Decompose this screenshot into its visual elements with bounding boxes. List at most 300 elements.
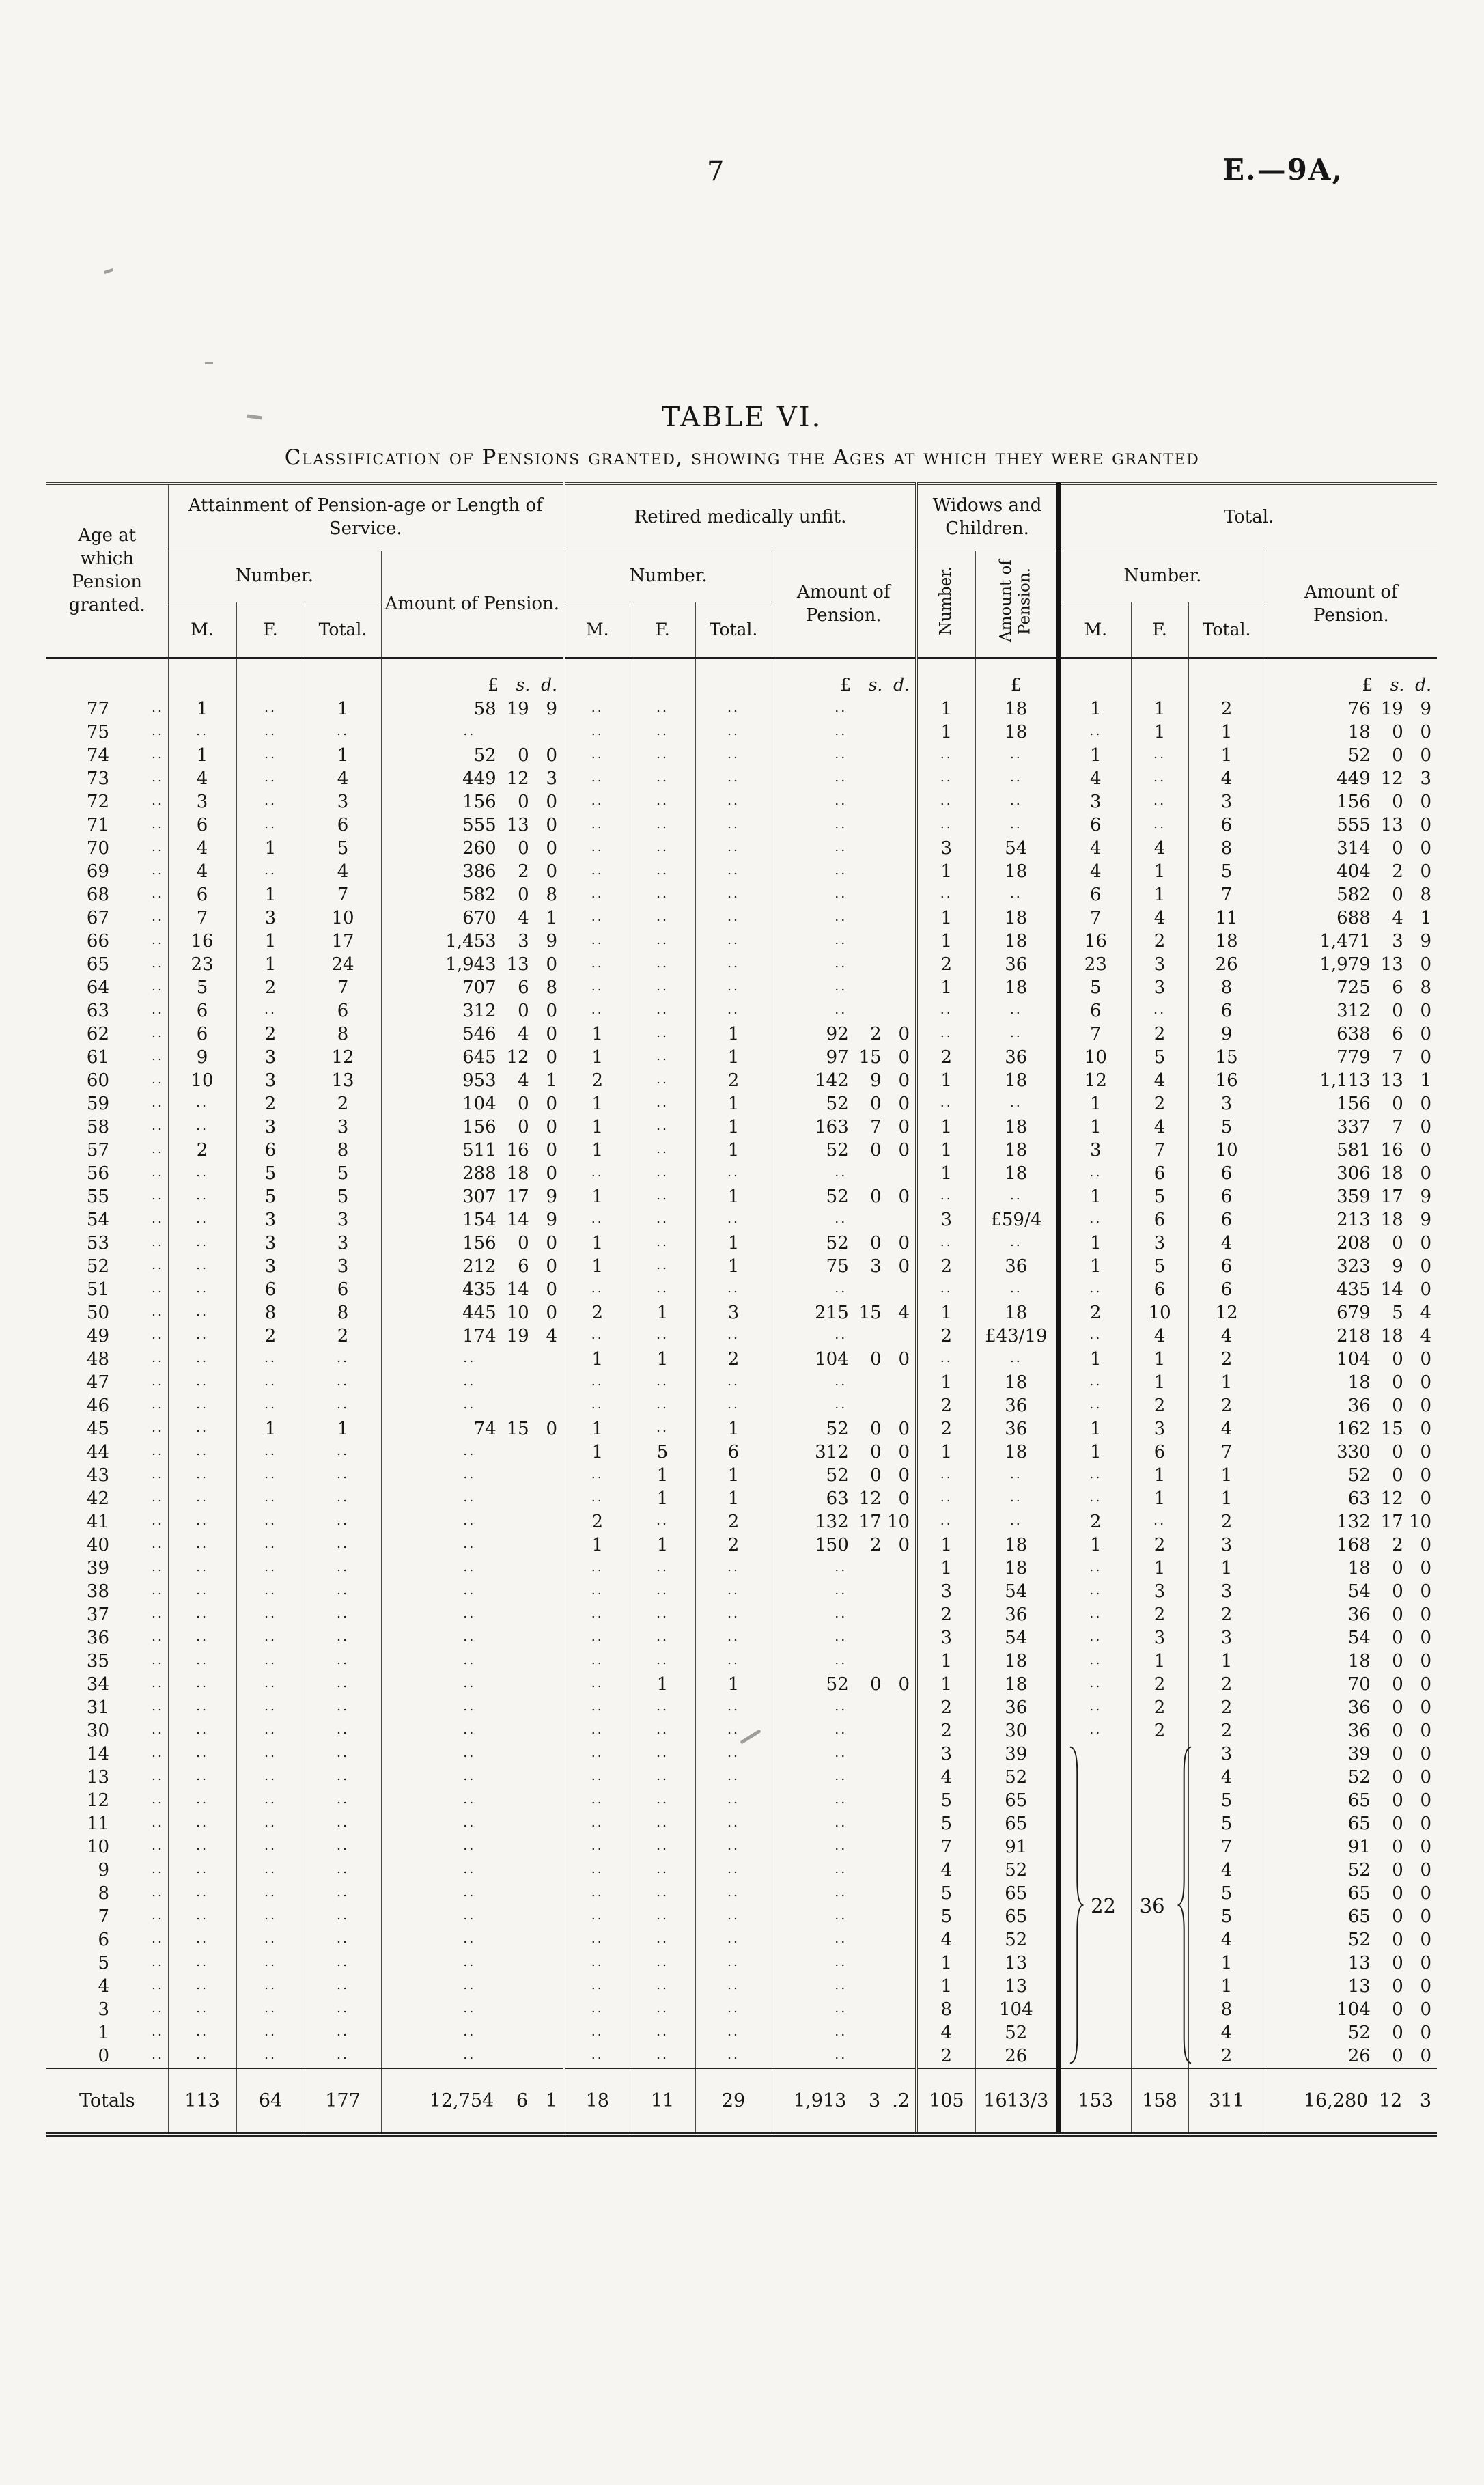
cell-unfit-total: 1 [695, 1139, 772, 1162]
cell-attain-amount: .. [381, 1766, 564, 1789]
cell-attain-f: .. [236, 1626, 305, 1650]
cell-attain-amount: 260 0 0 [381, 837, 564, 860]
cell-unfit-f: .. [630, 999, 695, 1023]
cell-attain-f: 2 [236, 1023, 305, 1046]
cell-attain-amount: 104 0 0 [381, 1092, 564, 1115]
cell-age: 50 .. [86, 1303, 165, 1323]
cell-unfit-total: .. [695, 790, 772, 814]
cell-unfit-f: 1 [630, 1487, 695, 1510]
cell-total-amount: 208 0 0 [1265, 1232, 1437, 1255]
cell-total-f: 2 [1131, 1023, 1188, 1046]
cell-wc-amount: 52 [975, 2021, 1059, 2044]
header-total-total: Total. [1188, 602, 1265, 658]
cell-total-m: .. [1059, 1208, 1131, 1232]
cell-attain-amount: 1,453 3 9 [381, 930, 564, 953]
cell-total-amount: 1,113 13 1 [1265, 1069, 1437, 1092]
cell-total-f: 2 [1131, 1673, 1188, 1696]
cell-wc-amount: 18 [975, 906, 1059, 930]
cell-attain-amount: .. [381, 1882, 564, 1905]
cell-unfit-f: .. [630, 1278, 695, 1301]
table-row [46, 2044, 1437, 2068]
cell-unfit-m: .. [564, 860, 630, 883]
cell-attain-f: .. [236, 1812, 305, 1835]
cell-wc-amount: .. [975, 1232, 1059, 1255]
cell-wc-number: 1 [916, 1301, 975, 1324]
cell-attain-m: .. [168, 1998, 236, 2021]
cell-attain-total: 1 [305, 697, 381, 721]
table-row [46, 1139, 1437, 1162]
cell-age: 70 .. [86, 838, 165, 859]
cell-unfit-total: .. [695, 1789, 772, 1812]
cell-wc-amount: 52 [975, 1766, 1059, 1789]
cell-wc-amount: 13 [975, 1952, 1059, 1975]
cell-attain-amount: .. [381, 1998, 564, 2021]
cell-attain-total: .. [305, 1487, 381, 1510]
cell-attain-amount: .. [381, 1533, 564, 1557]
cell-attain-m: .. [168, 1557, 236, 1580]
cell-unfit-f: .. [630, 1650, 695, 1673]
cell-attain-total: 5 [305, 837, 381, 860]
cell-unfit-amount: .. [772, 1998, 916, 2021]
cell-unfit-f: 1 [630, 1301, 695, 1324]
cell-unfit-amount: .. [772, 814, 916, 837]
cell-attain-f: .. [236, 1743, 305, 1766]
cell-attain-total: 13 [305, 1069, 381, 1092]
cell-blank [168, 658, 236, 698]
cell-blank [916, 658, 975, 698]
cell-attain-m: .. [168, 1464, 236, 1487]
totals-unfit-f: 11 [630, 2068, 695, 2135]
cell-unfit-f: .. [630, 721, 695, 744]
cell-unfit-m: .. [564, 2044, 630, 2068]
cell-unfit-f: 1 [630, 1348, 695, 1371]
cell-total-amount: 54 0 0 [1265, 1580, 1437, 1603]
cell-attain-total: .. [305, 1975, 381, 1998]
currency-unfit-amount: £ s. d. [772, 658, 916, 698]
cell-unfit-m: .. [564, 1580, 630, 1603]
cell-age: 58 .. [86, 1117, 165, 1137]
cell-total-total: 3 [1188, 1626, 1265, 1650]
cell-unfit-amount: .. [772, 1603, 916, 1626]
cell-total-f: .. [1131, 790, 1188, 814]
cell-attain-f: .. [236, 1441, 305, 1464]
table-row [46, 953, 1437, 976]
cell-unfit-f: .. [630, 906, 695, 930]
cell-total-m [1059, 1743, 1131, 1917]
cell-wc-amount: 26 [975, 2044, 1059, 2068]
cell-total-f: 6 [1131, 1162, 1188, 1185]
cell-unfit-f: 1 [630, 1533, 695, 1557]
table-row [46, 744, 1437, 767]
cell-age: 61 .. [86, 1047, 165, 1068]
cell-wc-amount: 13 [975, 1975, 1059, 1998]
cell-unfit-m: .. [564, 1650, 630, 1673]
cell-attain-m: .. [168, 1255, 236, 1278]
cell-attain-amount: .. [381, 1859, 564, 1882]
cell-unfit-total: .. [695, 1394, 772, 1417]
cell-attain-m: .. [168, 1719, 236, 1743]
header-total-number: Number. [1059, 551, 1265, 602]
cell-unfit-m: .. [564, 976, 630, 999]
cell-attain-m: .. [168, 1789, 236, 1812]
cell-wc-number: .. [916, 1092, 975, 1115]
cell-unfit-f: .. [630, 1510, 695, 1533]
cell-unfit-total: .. [695, 814, 772, 837]
cell-unfit-f: .. [630, 1812, 695, 1835]
cell-attain-f: 5 [236, 1162, 305, 1185]
cell-unfit-amount: 52 0 0 [772, 1232, 916, 1255]
cell-attain-amount: .. [381, 721, 564, 744]
cell-total-total: 1 [1188, 1975, 1265, 1998]
cell-wc-amount: 52 [975, 1859, 1059, 1882]
cell-age: 49 .. [86, 1326, 165, 1346]
cell-unfit-m: .. [564, 1882, 630, 1905]
cell-age: 74 .. [86, 745, 165, 766]
cell-unfit-m: .. [564, 1696, 630, 1719]
cell-attain-f: .. [236, 999, 305, 1023]
cell-unfit-amount: .. [772, 1696, 916, 1719]
cell-attain-f: 3 [236, 1069, 305, 1092]
cell-wc-number: .. [916, 744, 975, 767]
cell-unfit-f: .. [630, 1371, 695, 1394]
cell-age: 72 .. [86, 792, 165, 812]
cell-total-amount: 638 6 0 [1265, 1023, 1437, 1046]
cell-wc-number: .. [916, 1278, 975, 1301]
cell-attain-total: .. [305, 1603, 381, 1626]
cell-total-f: 1 [1131, 883, 1188, 906]
cell-wc-amount: 65 [975, 1882, 1059, 1905]
cell-unfit-amount: 312 0 0 [772, 1441, 916, 1464]
cell-attain-amount: .. [381, 2021, 564, 2044]
table-row [46, 930, 1437, 953]
cell-total-total: 3 [1188, 1743, 1265, 1766]
header-attainment-group: Attainment of Pension-age or Length of Service. [168, 484, 564, 551]
cell-attain-total: .. [305, 1812, 381, 1835]
cell-unfit-m: .. [564, 1603, 630, 1626]
header-attain-m: M. [168, 602, 236, 658]
cell-wc-number: 1 [916, 930, 975, 953]
totals-unfit-m: 18 [564, 2068, 630, 2135]
table-row [46, 1905, 1437, 1928]
cell-blank [630, 658, 695, 698]
cell-unfit-total: .. [695, 2021, 772, 2044]
cell-wc-amount: 65 [975, 1789, 1059, 1812]
cell-unfit-m: 2 [564, 1069, 630, 1092]
cell-total-f: 1 [1131, 1348, 1188, 1371]
cell-wc-number: .. [916, 767, 975, 790]
cell-attain-m: .. [168, 1115, 236, 1139]
cell-age: 37 .. [86, 1605, 165, 1625]
table-row [46, 1487, 1437, 1510]
cell-attain-amount: 546 4 0 [381, 1023, 564, 1046]
table-row [46, 1092, 1437, 1115]
table-body [46, 658, 1437, 2135]
header-unfit-amount: Amount of Pension. [772, 551, 916, 658]
cell-attain-f: .. [236, 1928, 305, 1952]
cell-attain-total: .. [305, 1533, 381, 1557]
cell-unfit-amount: 142 9 0 [772, 1069, 916, 1092]
cell-total-total: 3 [1188, 1533, 1265, 1557]
cell-wc-amount: 18 [975, 1301, 1059, 1324]
cell-attain-m: .. [168, 1185, 236, 1208]
cell-total-amount: 779 7 0 [1265, 1046, 1437, 1069]
cell-unfit-m: .. [564, 790, 630, 814]
cell-age: 65 .. [86, 954, 165, 975]
cell-unfit-total: 6 [695, 1441, 772, 1464]
cell-wc-amount: .. [975, 814, 1059, 837]
cell-attain-total: 24 [305, 953, 381, 976]
totals-attain-total: 177 [305, 2068, 381, 2135]
cell-unfit-m: .. [564, 906, 630, 930]
cell-attain-amount: 1,943 13 0 [381, 953, 564, 976]
cell-total-f [1131, 1743, 1188, 1917]
table-row [46, 1998, 1437, 2021]
cell-attain-m: .. [168, 1603, 236, 1626]
cell-attain-f: .. [236, 1835, 305, 1859]
cell-unfit-amount: .. [772, 1162, 916, 1185]
cell-total-amount: 218 18 4 [1265, 1324, 1437, 1348]
cell-unfit-amount: .. [772, 1278, 916, 1301]
cell-total-total: 2 [1188, 1673, 1265, 1696]
cell-total-f: .. [1131, 1510, 1188, 1533]
cell-age: 14 .. [86, 1744, 165, 1764]
table-row [46, 1650, 1437, 1673]
cell-unfit-amount: .. [772, 1975, 916, 1998]
cell-wc-number: 1 [916, 1441, 975, 1464]
cell-wc-number: .. [916, 1023, 975, 1046]
cell-total-total: 2 [1188, 1696, 1265, 1719]
cell-attain-total: 3 [305, 1232, 381, 1255]
header-attain-total: Total. [305, 602, 381, 658]
cell-unfit-m: .. [564, 930, 630, 953]
table-row [46, 721, 1437, 744]
cell-total-amount: 70 0 0 [1265, 1673, 1437, 1696]
cell-attain-total: .. [305, 1835, 381, 1859]
cell-attain-amount: 156 0 0 [381, 1232, 564, 1255]
cell-unfit-f: .. [630, 1975, 695, 1998]
cell-attain-amount: 582 0 8 [381, 883, 564, 906]
header-total-amount: Amount of Pension. [1265, 551, 1437, 658]
table-row [46, 999, 1437, 1023]
cell-attain-amount: .. [381, 1371, 564, 1394]
cell-total-m: 6 [1059, 999, 1131, 1023]
cell-total-m: 1 [1059, 1417, 1131, 1441]
cell-attain-m: 1 [168, 744, 236, 767]
cell-unfit-amount: 215 15 4 [772, 1301, 916, 1324]
cell-attain-total: .. [305, 1650, 381, 1673]
cell-attain-amount: .. [381, 1650, 564, 1673]
cell-unfit-f: .. [630, 767, 695, 790]
cell-attain-m: .. [168, 1882, 236, 1905]
cell-age: 47 .. [86, 1372, 165, 1393]
cell-total-amount: 314 0 0 [1265, 837, 1437, 860]
cell-attain-amount: 953 4 1 [381, 1069, 564, 1092]
cell-unfit-amount: .. [772, 1905, 916, 1928]
cell-unfit-total: .. [695, 1626, 772, 1650]
cell-unfit-m: .. [564, 1766, 630, 1789]
cell-attain-total: .. [305, 1789, 381, 1812]
cell-wc-number: 5 [916, 1789, 975, 1812]
cell-wc-amount: 36 [975, 1255, 1059, 1278]
cell-wc-number: .. [916, 1510, 975, 1533]
cell-unfit-f: .. [630, 1626, 695, 1650]
cell-attain-f: .. [236, 2044, 305, 2068]
cell-unfit-f: .. [630, 1766, 695, 1789]
cell-unfit-f: .. [630, 1882, 695, 1905]
cell-unfit-m: .. [564, 1859, 630, 1882]
currency-wc-amount: £ [975, 658, 1059, 698]
table-row [46, 1928, 1437, 1952]
cell-age: 62 .. [86, 1024, 165, 1044]
cell-attain-total: 2 [305, 1324, 381, 1348]
cell-attain-m: 6 [168, 999, 236, 1023]
cell-total-f: 2 [1131, 1533, 1188, 1557]
cell-total-m: .. [1059, 1487, 1131, 1510]
cell-unfit-m: .. [564, 999, 630, 1023]
cell-wc-number: 2 [916, 953, 975, 976]
cell-total-total: 10 [1188, 1139, 1265, 1162]
cell-total-m: 4 [1059, 837, 1131, 860]
cell-unfit-amount: .. [772, 1650, 916, 1673]
cell-unfit-amount: .. [772, 1928, 916, 1952]
cell-wc-amount: 18 [975, 1533, 1059, 1557]
cell-attain-f: .. [236, 1487, 305, 1510]
cell-unfit-amount: 75 3 0 [772, 1255, 916, 1278]
cell-attain-total: .. [305, 1766, 381, 1789]
cell-total-amount: 156 0 0 [1265, 1092, 1437, 1115]
cell-wc-number: 1 [916, 1139, 975, 1162]
cell-unfit-f: .. [630, 1719, 695, 1743]
cell-unfit-m: .. [564, 814, 630, 837]
cell-unfit-m: .. [564, 2021, 630, 2044]
cell-total-total: 8 [1188, 976, 1265, 999]
cell-unfit-amount: 104 0 0 [772, 1348, 916, 1371]
cell-attain-amount: .. [381, 1975, 564, 1998]
cell-attain-m: .. [168, 1812, 236, 1835]
cell-unfit-amount: 132 17 10 [772, 1510, 916, 1533]
cell-age: 30 .. [86, 1721, 165, 1741]
cell-attain-m: 6 [168, 1023, 236, 1046]
table-row [46, 814, 1437, 837]
cell-unfit-amount: .. [772, 883, 916, 906]
cell-total-total: 4 [1188, 1324, 1265, 1348]
cell-total-m: 12 [1059, 1069, 1131, 1092]
cell-attain-m: .. [168, 1371, 236, 1394]
cell-wc-amount: .. [975, 767, 1059, 790]
cell-age: 71 .. [86, 815, 165, 835]
cell-attain-m: .. [168, 1348, 236, 1371]
cell-wc-amount: 54 [975, 1580, 1059, 1603]
cell-unfit-m: 1 [564, 1185, 630, 1208]
cell-unfit-f: .. [630, 1998, 695, 2021]
cell-total-m: .. [1059, 1580, 1131, 1603]
cell-total-m: .. [1059, 1394, 1131, 1417]
cell-total-m: .. [1059, 1673, 1131, 1696]
cell-attain-total: 17 [305, 930, 381, 953]
cell-attain-f: .. [236, 790, 305, 814]
table-row [46, 1185, 1437, 1208]
table-row [46, 1208, 1437, 1232]
cell-unfit-m: .. [564, 1743, 630, 1766]
cell-attain-m: .. [168, 1510, 236, 1533]
table-row [46, 1603, 1437, 1626]
cell-unfit-f: .. [630, 1952, 695, 1975]
cell-unfit-m: .. [564, 1487, 630, 1510]
cell-age: 54 .. [86, 1210, 165, 1230]
cell-unfit-total: 2 [695, 1348, 772, 1371]
cell-total-amount: 39 0 0 [1265, 1743, 1437, 1766]
cell-age: 4 .. [98, 1976, 165, 1997]
cell-attain-amount: .. [381, 1696, 564, 1719]
cell-attain-m: .. [168, 1208, 236, 1232]
cell-total-f: 2 [1131, 930, 1188, 953]
cell-attain-total: 6 [305, 1278, 381, 1301]
group-brace-female [1176, 1744, 1194, 2066]
cell-unfit-m: 2 [564, 1301, 630, 1324]
cell-unfit-amount: .. [772, 976, 916, 999]
cell-attain-total: 3 [305, 1115, 381, 1139]
cell-wc-amount: 54 [975, 1626, 1059, 1650]
cell-total-amount: 18 0 0 [1265, 1650, 1437, 1673]
cell-wc-number: .. [916, 790, 975, 814]
cell-attain-total: .. [305, 1348, 381, 1371]
cell-unfit-total: .. [695, 883, 772, 906]
cell-total-f: 6 [1131, 1441, 1188, 1464]
cell-wc-number: 1 [916, 860, 975, 883]
cell-total-m: 4 [1059, 860, 1131, 883]
totals-total-total: 311 [1188, 2068, 1265, 2135]
cell-unfit-total: .. [695, 1696, 772, 1719]
cell-total-amount: 26 0 0 [1265, 2044, 1437, 2068]
cell-attain-f: .. [236, 1696, 305, 1719]
cell-attain-m: .. [168, 1626, 236, 1650]
cell-total-m: 1 [1059, 1115, 1131, 1139]
cell-attain-amount: .. [381, 1441, 564, 1464]
cell-attain-total: 7 [305, 883, 381, 906]
cell-total-m: 6 [1059, 883, 1131, 906]
cell-age: 53 .. [86, 1233, 165, 1253]
cell-unfit-total: .. [695, 999, 772, 1023]
cell-unfit-amount: 163 7 0 [772, 1115, 916, 1139]
cell-total-total: 6 [1188, 1162, 1265, 1185]
cell-attain-f: 2 [236, 976, 305, 999]
cell-total-total: 3 [1188, 1092, 1265, 1115]
cell-unfit-m: .. [564, 1975, 630, 1998]
cell-unfit-total: .. [695, 744, 772, 767]
cell-wc-number: 1 [916, 1162, 975, 1185]
cell-attain-f: 3 [236, 1208, 305, 1232]
cell-wc-amount: 18 [975, 860, 1059, 883]
cell-total-m: 1 [1059, 1441, 1131, 1464]
cell-unfit-f: .. [630, 1928, 695, 1952]
cell-unfit-total: .. [695, 1650, 772, 1673]
cell-attain-total: 12 [305, 1046, 381, 1069]
cell-attain-m: .. [168, 2021, 236, 2044]
cell-total-total: 2 [1188, 1394, 1265, 1417]
cell-total-total: 16 [1188, 1069, 1265, 1092]
cell-wc-number: 4 [916, 2021, 975, 2044]
cell-total-total: 1 [1188, 1557, 1265, 1580]
cell-wc-amount: 91 [975, 1835, 1059, 1859]
cell-total-total: 1 [1188, 1464, 1265, 1487]
cell-total-m: .. [1059, 1626, 1131, 1650]
cell-attain-amount: .. [381, 1487, 564, 1510]
cell-attain-m: .. [168, 721, 236, 744]
cell-age: 40 .. [86, 1535, 165, 1555]
cell-attain-f: .. [236, 1371, 305, 1394]
cell-attain-m: 23 [168, 953, 236, 976]
cell-unfit-f: .. [630, 744, 695, 767]
